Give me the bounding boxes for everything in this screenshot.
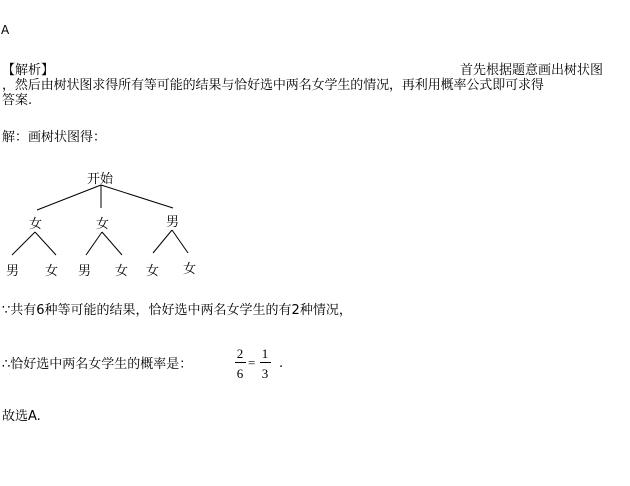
tree-level2-node: 女 xyxy=(146,264,160,279)
sentence-period: . xyxy=(279,356,284,371)
tree-level1-node: 女 xyxy=(29,217,43,232)
tree-edge xyxy=(86,232,102,255)
tree-edge xyxy=(35,232,56,255)
fraction-numerator: 2 xyxy=(236,346,244,361)
analysis-line1-tail: 首先根据题意画出树状图 xyxy=(460,63,604,78)
answer-letter: A xyxy=(1,23,10,37)
fraction-bar xyxy=(235,362,246,363)
equals-sign: = xyxy=(248,355,256,370)
fraction-numerator: 1 xyxy=(261,346,269,361)
tree-level2-node: 女 xyxy=(115,264,129,279)
tree-edge xyxy=(153,230,172,253)
tree-edge xyxy=(37,185,101,210)
statement-probability: ∴恰好选中两名女学生的概率是： xyxy=(2,357,193,372)
tree-edge xyxy=(102,232,122,255)
solution-intro: 解：画树状图得： xyxy=(2,130,107,145)
statement-outcomes: ∵共有6种等可能的结果，恰好选中两名女学生的有2种情况， xyxy=(2,303,352,318)
analysis-line3: 答案. xyxy=(2,93,33,108)
tree-level2-node: 男 xyxy=(78,264,92,279)
fraction-denominator: 6 xyxy=(236,366,244,381)
fraction-bar xyxy=(260,362,271,363)
analysis-line2: ，然后由树状图求得所有等可能的结果与恰好选中两名女学生的情况，再利用概率公式即可求得 xyxy=(2,78,544,93)
conclusion: 故选A. xyxy=(2,409,41,424)
tree-level1-node: 男 xyxy=(166,215,180,230)
analysis-label: 【解析】 xyxy=(2,63,55,78)
tree-edge xyxy=(101,185,173,208)
fraction-denominator: 3 xyxy=(261,366,269,381)
tree-level1-node: 女 xyxy=(96,217,110,232)
tree-root: 开始 xyxy=(87,172,114,187)
tree-level2-node: 男 xyxy=(6,264,20,279)
tree-edge xyxy=(12,232,35,255)
tree-level2-node: 女 xyxy=(183,262,197,277)
tree-level2-node: 女 xyxy=(45,264,59,279)
tree-edge xyxy=(172,230,188,253)
